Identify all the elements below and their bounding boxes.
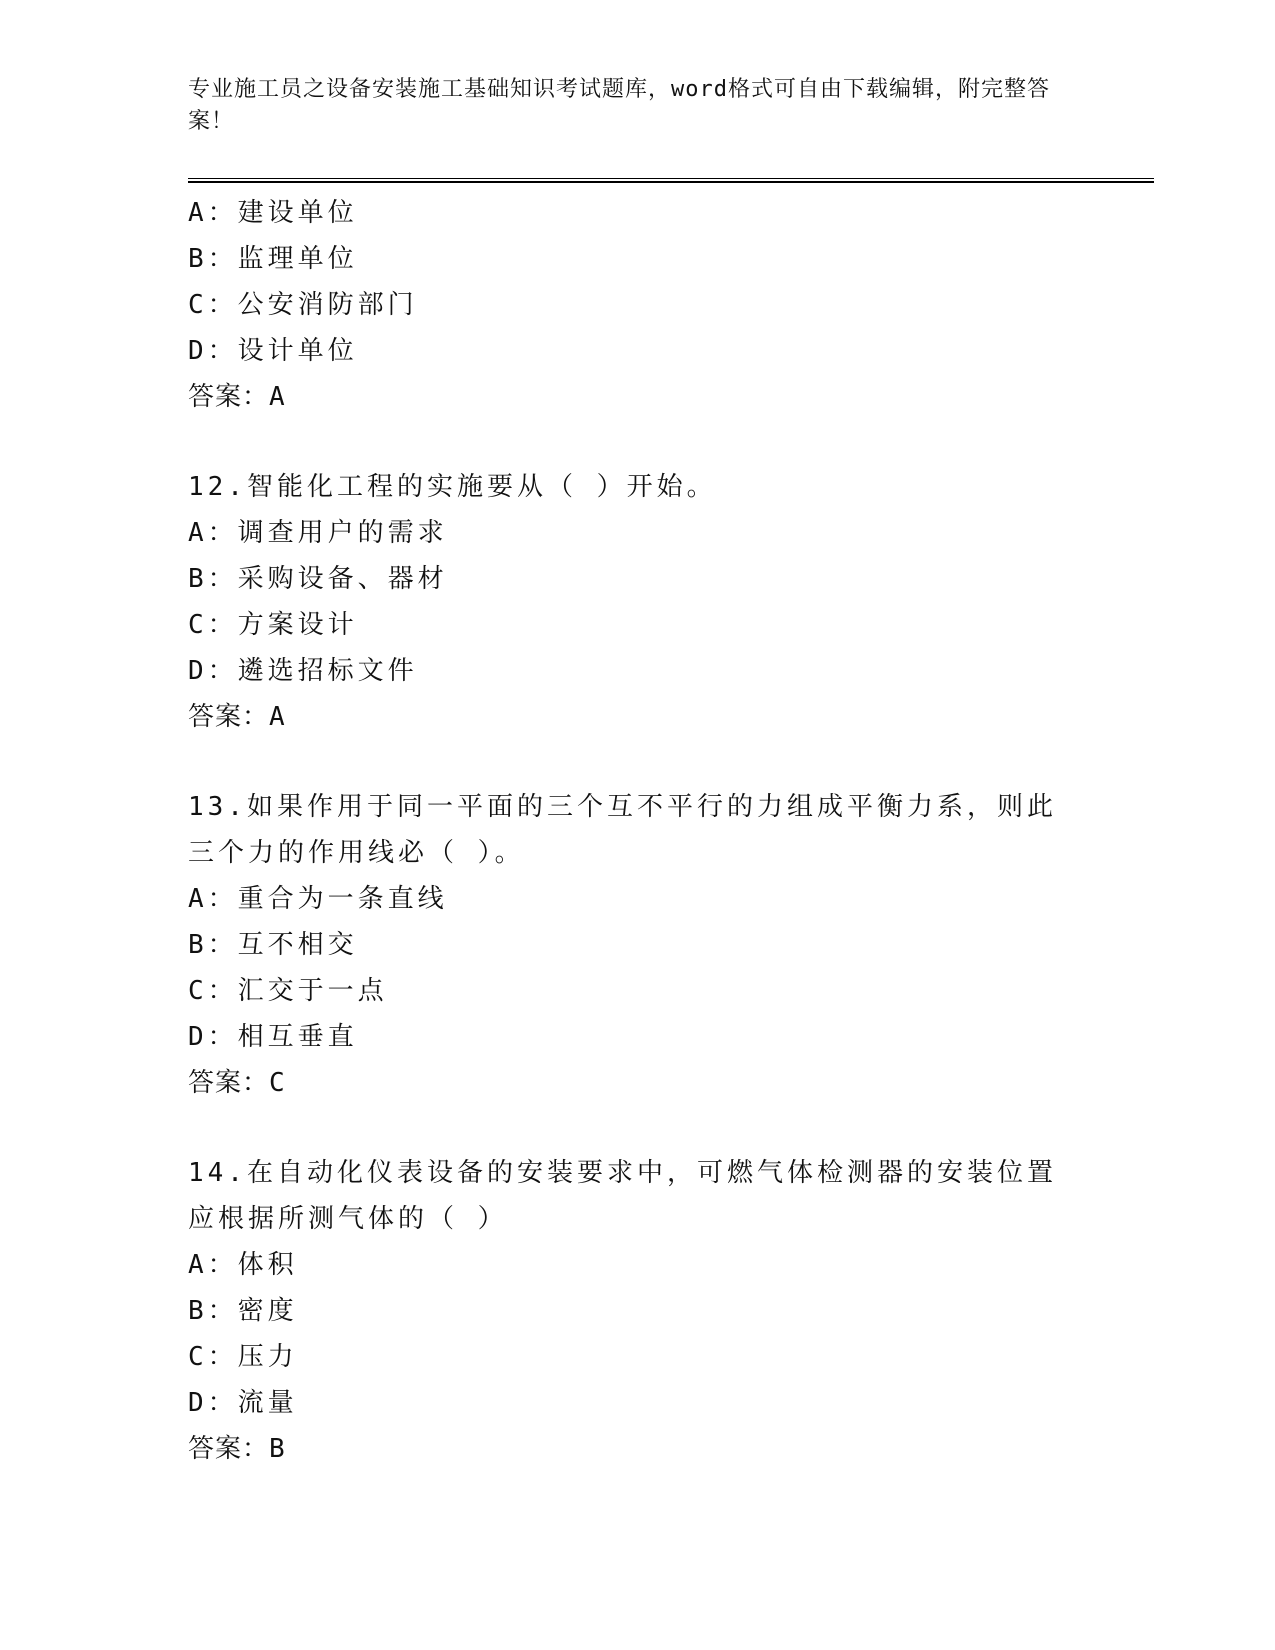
option-a: A：重合为一条直线 bbox=[188, 884, 448, 914]
question-14 bbox=[188, 1150, 1088, 1472]
answer-line: 答案：C bbox=[188, 1068, 286, 1098]
option-c: C：公安消防部门 bbox=[188, 290, 418, 320]
option-d: D：遴选招标文件 bbox=[188, 656, 418, 686]
option-b: B：互不相交 bbox=[188, 930, 358, 960]
option-a: A：建设单位 bbox=[188, 198, 358, 228]
answer-line: 答案：A bbox=[188, 702, 286, 732]
option-a: A：体积 bbox=[188, 1250, 298, 1280]
option-c: C：压力 bbox=[188, 1342, 298, 1372]
option-c: C：方案设计 bbox=[188, 610, 358, 640]
answer-line: 答案：B bbox=[188, 1434, 286, 1464]
option-b: B：密度 bbox=[188, 1296, 298, 1326]
option-d: D：相互垂直 bbox=[188, 1022, 358, 1052]
question-11 bbox=[188, 190, 1088, 420]
question-stem: 14.在自动化仪表设备的安装要求中，可燃气体检测器的安装位置应根据所测气体的（ ） bbox=[188, 1158, 1057, 1234]
answer-line: 答案：A bbox=[188, 382, 286, 412]
option-d: D：流量 bbox=[188, 1388, 298, 1418]
option-b: B：监理单位 bbox=[188, 244, 358, 274]
option-c: C：汇交于一点 bbox=[188, 976, 388, 1006]
question-list bbox=[188, 190, 1088, 1472]
question-stem: 13.如果作用于同一平面的三个互不平行的力组成平衡力系，则此三个力的作用线必（ ）。 bbox=[188, 792, 1057, 868]
header-divider bbox=[188, 178, 1154, 183]
option-d: D：设计单位 bbox=[188, 336, 358, 366]
question-13 bbox=[188, 784, 1088, 1106]
option-a: A：调查用户的需求 bbox=[188, 518, 448, 548]
question-12 bbox=[188, 464, 1088, 740]
document-header: 专业施工员之设备安装施工基础知识考试题库，word格式可自由下载编辑，附完整答案！ bbox=[188, 77, 1050, 134]
option-b: B：采购设备、器材 bbox=[188, 564, 448, 594]
question-stem: 12.智能化工程的实施要从（ ）开始。 bbox=[188, 472, 717, 502]
